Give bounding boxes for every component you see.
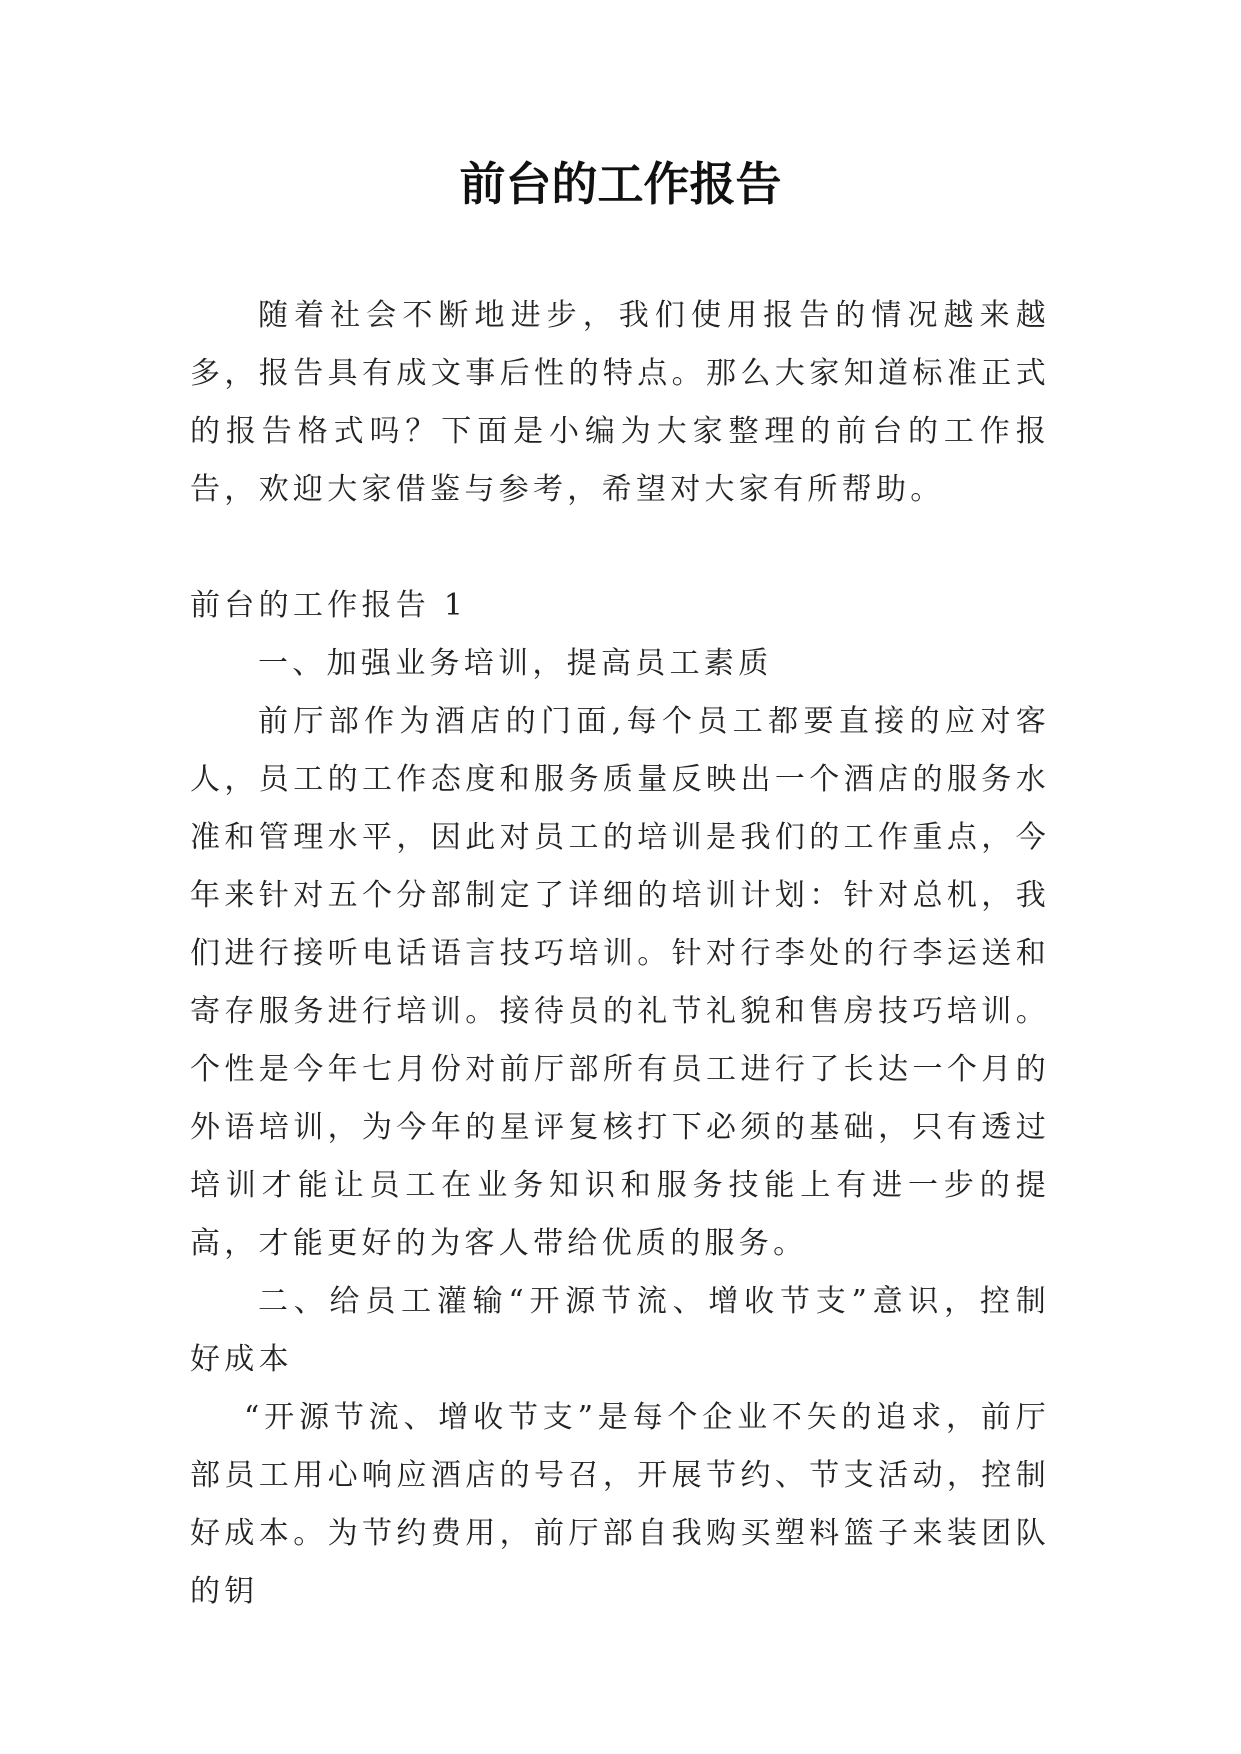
section-heading: 前台的工作报告 1 <box>190 588 468 623</box>
paragraph-cost-control: “开源节流、增收节支”是每个企业不矢的追求，前厅部员工用心响应酒店的号召，开展节约、节支活动，控制好成本。为节约费用，前厅部自我购买塑料篮子来装团队的钥 <box>190 1400 1050 1609</box>
subheading-cost-control: 二、给员工灌输“开源节流、增收节支”意识，控制好成本 <box>190 1284 1050 1377</box>
paragraph-training: 前厅部作为酒店的门面,每个员工都要直接的应对客人，员工的工作态度和服务质量反映出一个酒店的服务水准和管理水平，因此对员工的培训是我们的工作重点，今年来针对五个分部制定了详细的培训计划：针对总机，我们进行接听电话语言技巧培训。针对行李处的行李运送和寄存服务进行培训。接待员的礼节礼貌和售房技巧培训。个性是今年七月份对前厅部所有员工进行了长达一个月的外语培训，为今年的星评复核打下必须的基础，只有透过培训才能让员工在业务知识和服务技能上有进一步的提高，才能更好的为客人带给优质的服务。 <box>190 704 1050 1261</box>
subheading-training: 一、加强业务培训，提高员工素质 <box>258 646 773 681</box>
intro-paragraph: 随着社会不断地进步，我们使用报告的情况越来越多，报告具有成文事后性的特点。那么大家知道标准正式的报告格式吗？下面是小编为大家整理的前台的工作报告，欢迎大家借鉴与参考，希望对大家有所帮助。 <box>190 298 1050 507</box>
document-body <box>190 287 1050 1621</box>
document-title: 前台的工作报告 <box>459 157 782 211</box>
